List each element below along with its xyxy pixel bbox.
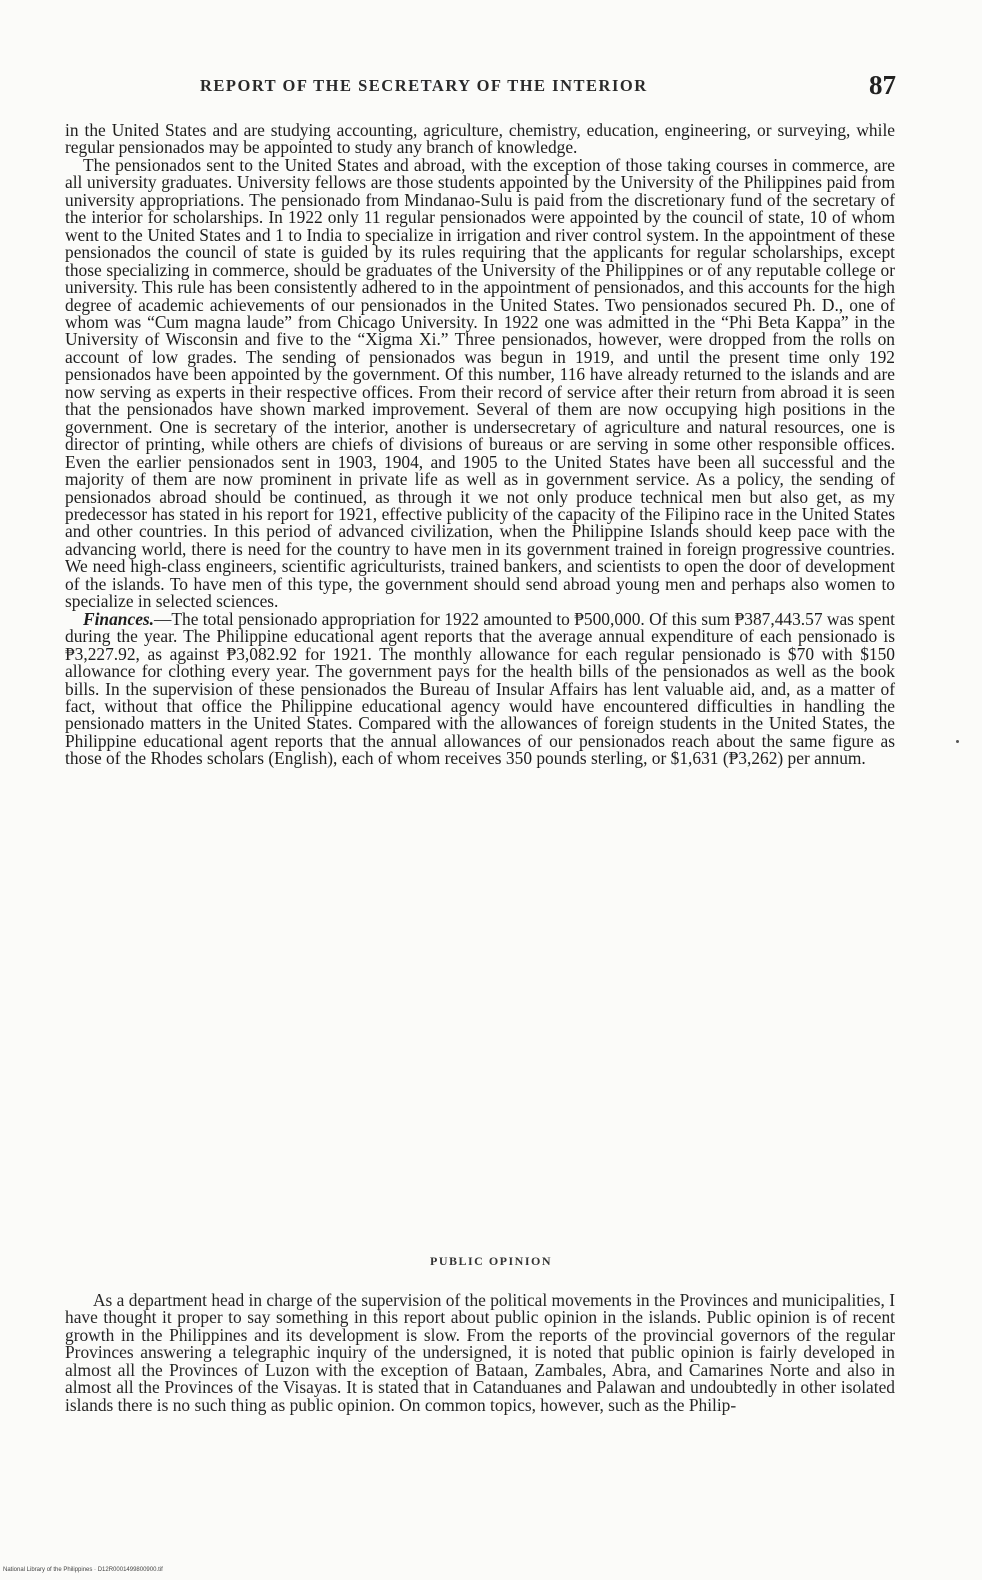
page-number: 87 (869, 70, 896, 100)
section-heading-public-opinion: PUBLIC OPINION (429, 1254, 552, 1268)
paragraph-finances (65, 608, 895, 769)
scan-credit: National Library of the Philippines · D12R0001499800900.tif (3, 1567, 163, 1573)
running-head (0, 70, 982, 104)
paragraph-continuation (65, 122, 895, 157)
paragraph-lead: Finances. (83, 608, 155, 629)
running-title: REPORT OF THE SECRETARY OF THE INTERIOR (200, 76, 648, 95)
paragraph-text: The pensionados sent to the United States and abroad, with the exception of those taking courses in commerce, are all university graduates. University fellows are those students appointed by the University of the Philippines paid from university appropriations. The pensionado from Mindanao-Sulu is paid from the discretionary fund of the secretary of the interior for scholarships. In 1922 only 11 regular pensionados were appointed by the council of state, 10 of whom went to the United States and 1 to India to specialize in irrigation and river control system. In the appointment of these pensionados the council of state is guided by its rules requiring that the applicants for regular scholarships, except those specializing in commerce, should be graduates of the University of the Philippines or of any reputable college or university. This rule has been consistently adhered to in the appointment of pensionados, and this accounts for the high degree of academic achievements of our pensionados in the United States. Two pensionados secured Ph. D., one of whom was “Cum magna laude” from Chicago University. In 1922 one was admitted in the “Phi Beta Kappa” in the University of Wisconsin and five to the “Xigma Xi.” Three pensionados, however, were dropped from the rolls on account of low grades. The sending of pensionados was begun in 1919, and until the present time only 192 pensionados have been appointed by the government. Of this number, 116 have already returned to the islands and are now serving as experts in their respective offices. From their record of service after their return from abroad it is seen that the pensionados have shown marked improvement. Several of them are now occupying high positions in the government. One is secretary of the interior, another is undersecretary of agriculture and natural resources, one is director of printing, while others are chiefs of divisions of bureaus or are serving in some other responsible offices. Even the earlier pensionados sent in 1903, 1904, and 1905 to the United States have been all successful and the majority of them are now prominent in private life as well as in government service. As a policy, the sending of pensionados abroad should be continued, as through it we not only produce technical men but also get, as my predecessor has stated in his report for 1921, effective publicity of the capacity of the Filipino race in the United States and other countries. In this period of advanced civilization, when the Philippine Islands should keep pace with the advancing world, there is need for the country to have men in its government trained in foreign progressive countries. We need high-class engineers, scientific agriculturists, trained bankers, and scientists to open the door of development of the islands. To have men of this type, the government should send abroad young men and perhaps also women to specialize in selected sciences. (65, 154, 895, 612)
paragraph-text: in the United States and are studying accounting, agriculture, chemistry, education, engineering, or surveying, while regular pensionados may be appointed to study any branch of knowledge. (65, 120, 895, 158)
section-body (65, 1292, 895, 1414)
paragraph-public-opinion: As a department head in charge of the supervision of the political movements in the Provinces and municipalities, I have thought it proper to say something in this report about public opinion in the islands. Public opinion is of recent growth in the Philippines and its development is slow. From the reports of the provincial governors of the regular Provinces answering a telegraphic inquiry of the undersigned, it is noted that public opinion is fairly developed in almost all the Provinces of Luzon with the exception of Bataan, Zambales, Abra, and Camarines Norte and also in almost all the Provinces of the Visayas. It is stated that in Catanduanes and Palawan and undoubtedly in other isolated islands there is no such thing as public opinion. On common topics, however, such as the Philip- (65, 1290, 895, 1415)
body-text (65, 122, 895, 768)
scan-speck (956, 740, 959, 743)
paragraph-pensionados (65, 154, 895, 612)
paragraph-text: —The total pensionado appropriation for 1922 amounted to ₱500,000. Of this sum ₱387,443.57 was spent during the year. The Philippine educational agent reports that the average annual expenditure of each pensionado is ₱3,227.92, as against ₱3,082.92 for 1921. The monthly allowance for each regular pensionado is $70 with $150 allowance for clothing every year. The government pays for the health bills of the pensionados as well as the book bills. In the supervision of these pensionados the Bureau of Insular Affairs has lent valuable aid, and, as a matter of fact, without that office the Philippine educational agency would have encountered difficulties in handling the pensionado matters in the United States. Compared with the allowances of foreign students in the United States, the Philippine educational agent reports that the annual allowances of our pensionados reach about the same figure as those of the Rhodes scholars (English), each of whom receives 350 pounds sterling, or $1,631 (₱3,262) per annum. (65, 608, 895, 769)
